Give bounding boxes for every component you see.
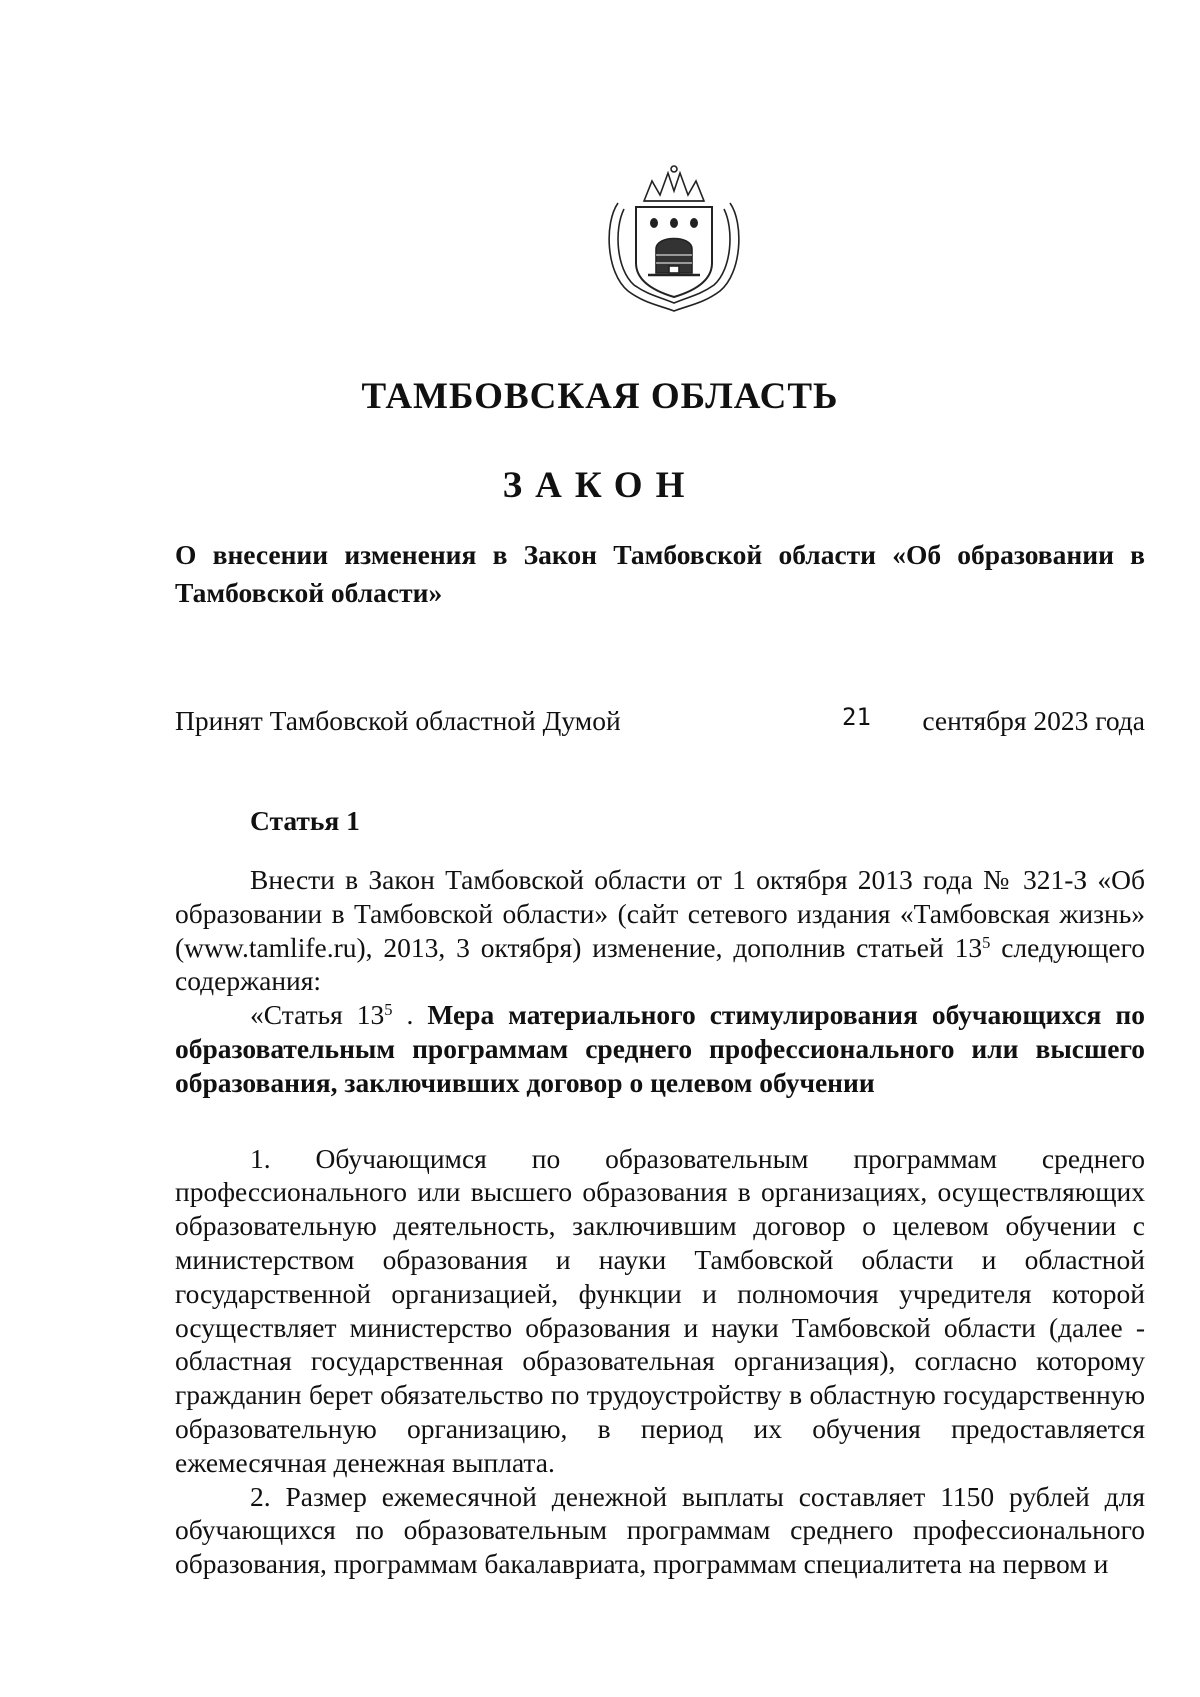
article-intro bbox=[175, 863, 1145, 998]
intro-superscript: 5 bbox=[982, 932, 991, 952]
new-article-heading bbox=[175, 998, 1145, 1099]
adopted-by: Принят Тамбовской областной Думой bbox=[175, 705, 621, 736]
new-article-superscript: 5 bbox=[384, 1000, 393, 1020]
new-article-dot: . bbox=[392, 999, 414, 1031]
article-heading: Статья 1 bbox=[250, 805, 360, 836]
adoption-line bbox=[175, 702, 1145, 740]
new-article-title: Мера материального стимулирования обучающихся по образовательным программам среднего профессионального или высшего образования, заключивших договор о целевом обучении bbox=[175, 999, 1145, 1098]
paragraph-gap bbox=[175, 1100, 1145, 1142]
intro-tail: следующего содержания: bbox=[175, 931, 1145, 997]
adoption-day: 21 bbox=[842, 703, 871, 731]
intro-text: Внести в Закон Тамбовской области от 1 октября 2013 года № 321-З «Об образовании в Тамбовской области» (сайт сетевого издания «Тамбовская жизнь» (www.tamlife.ru), 2013, 3 октября) изменение, дополнив статьей 13 bbox=[175, 864, 1145, 963]
paragraph-2: 2. Размер ежемесячной денежной выплаты составляет 1150 рублей для обучающихся по образовательным программам среднего профессионального образования, программам бакалавриата, программам специалитета на первом и bbox=[175, 1480, 1145, 1580]
adoption-date: сентября 2023 года bbox=[922, 705, 1145, 736]
new-article-prefix: «Статья 13 bbox=[250, 999, 385, 1031]
paragraph-1: 1. Обучающимся по образовательным программам среднего профессионального или высшего образования в организациях, осуществляющих образовательную деятельность, заключившим договор о целевом обучении с министерством образования и науки Тамбовской области и областной государственной организацией, функции и полномочия учредителя которой осуществляет министерство образования и науки Тамбовской области (далее - областная государственная образовательная организация), согласно которому гражданин берет обязательство по трудоустройству в областную государственную образовательную организацию, в период их обучения предоставляется ежемесячная денежная выплата. bbox=[175, 1142, 1145, 1478]
coat-of-arms-icon bbox=[598, 163, 750, 315]
article-body bbox=[175, 863, 1145, 1581]
law-title: О внесении изменения в Закон Тамбовской области «Об образовании в Тамбовской области» bbox=[175, 539, 1145, 608]
region-name: ТАМБОВСКАЯ ОБЛАСТЬ bbox=[361, 376, 839, 417]
document-type: ЗАКОН bbox=[502, 465, 698, 506]
